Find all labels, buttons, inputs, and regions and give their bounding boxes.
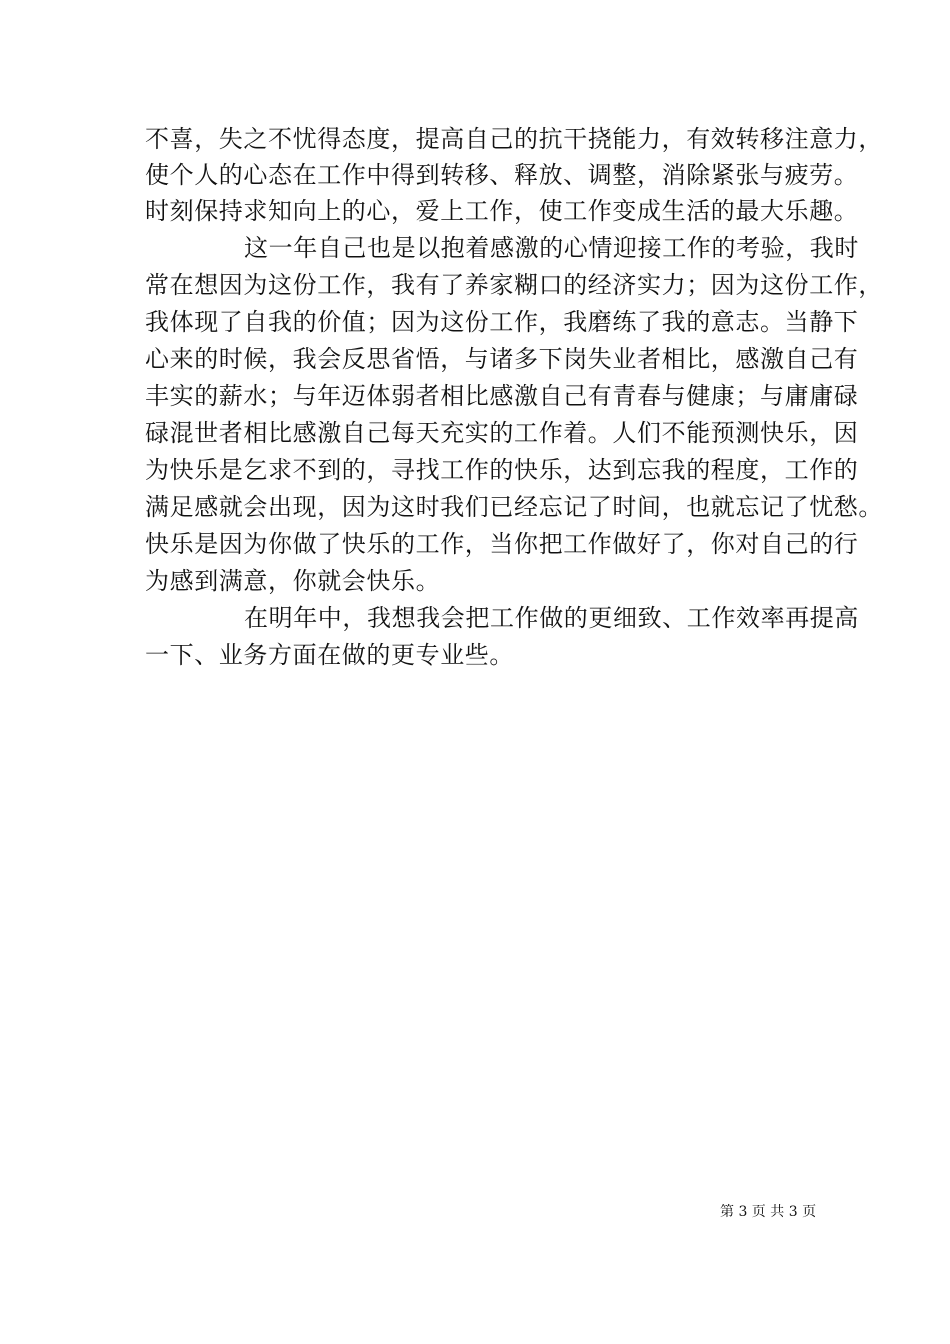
paragraph-2-line-4: 心来的时候，我会反思省悟，与诸多下岗失业者相比，感激自己有 bbox=[145, 345, 859, 373]
paragraph-2-line-2: 常在想因为这份工作，我有了养家糊口的经济实力；因为这份工作， bbox=[145, 271, 883, 299]
paragraph-2-line-10: 为感到满意，你就会快乐。 bbox=[145, 567, 441, 595]
paragraph-2-line-5: 丰实的薪水；与年迈体弱者相比感激自己有青春与健康；与庸庸碌 bbox=[145, 382, 859, 410]
page-number-footer: 第 3 页 共 3 页 bbox=[720, 1204, 817, 1220]
paragraph-2-line-1: 这一年自己也是以抱着感激的心情迎接工作的考验，我时 bbox=[244, 234, 859, 262]
paragraph-2-line-8: 满足感就会出现，因为这时我们已经忘记了时间，也就忘记了忧愁。 bbox=[145, 493, 883, 521]
paragraph-2-line-9: 快乐是因为你做了快乐的工作，当你把工作做好了，你对自己的行 bbox=[145, 530, 859, 558]
paragraph-1-line-2: 使个人的心态在工作中得到转移、释放、调整，消除紧张与疲劳。 bbox=[145, 161, 859, 189]
paragraph-1-line-1: 不喜，失之不忧得态度，提高自己的抗干挠能力，有效转移注意力， bbox=[145, 125, 883, 153]
paragraph-2-line-6: 碌混世者相比感激自己每天充实的工作着。人们不能预测快乐，因 bbox=[145, 419, 859, 447]
paragraph-1-line-3: 时刻保持求知向上的心，爱上工作，使工作变成生活的最大乐趣。 bbox=[145, 197, 859, 225]
paragraph-3-line-1: 在明年中，我想我会把工作做的更细致、工作效率再提高 bbox=[244, 604, 859, 632]
paragraph-2-line-3: 我体现了自我的价值；因为这份工作，我磨练了我的意志。当静下 bbox=[145, 308, 859, 336]
paragraph-2-line-7: 为快乐是乞求不到的，寻找工作的快乐，达到忘我的程度，工作的 bbox=[145, 456, 859, 484]
paragraph-3-line-2: 一下、业务方面在做的更专业些。 bbox=[145, 641, 514, 669]
